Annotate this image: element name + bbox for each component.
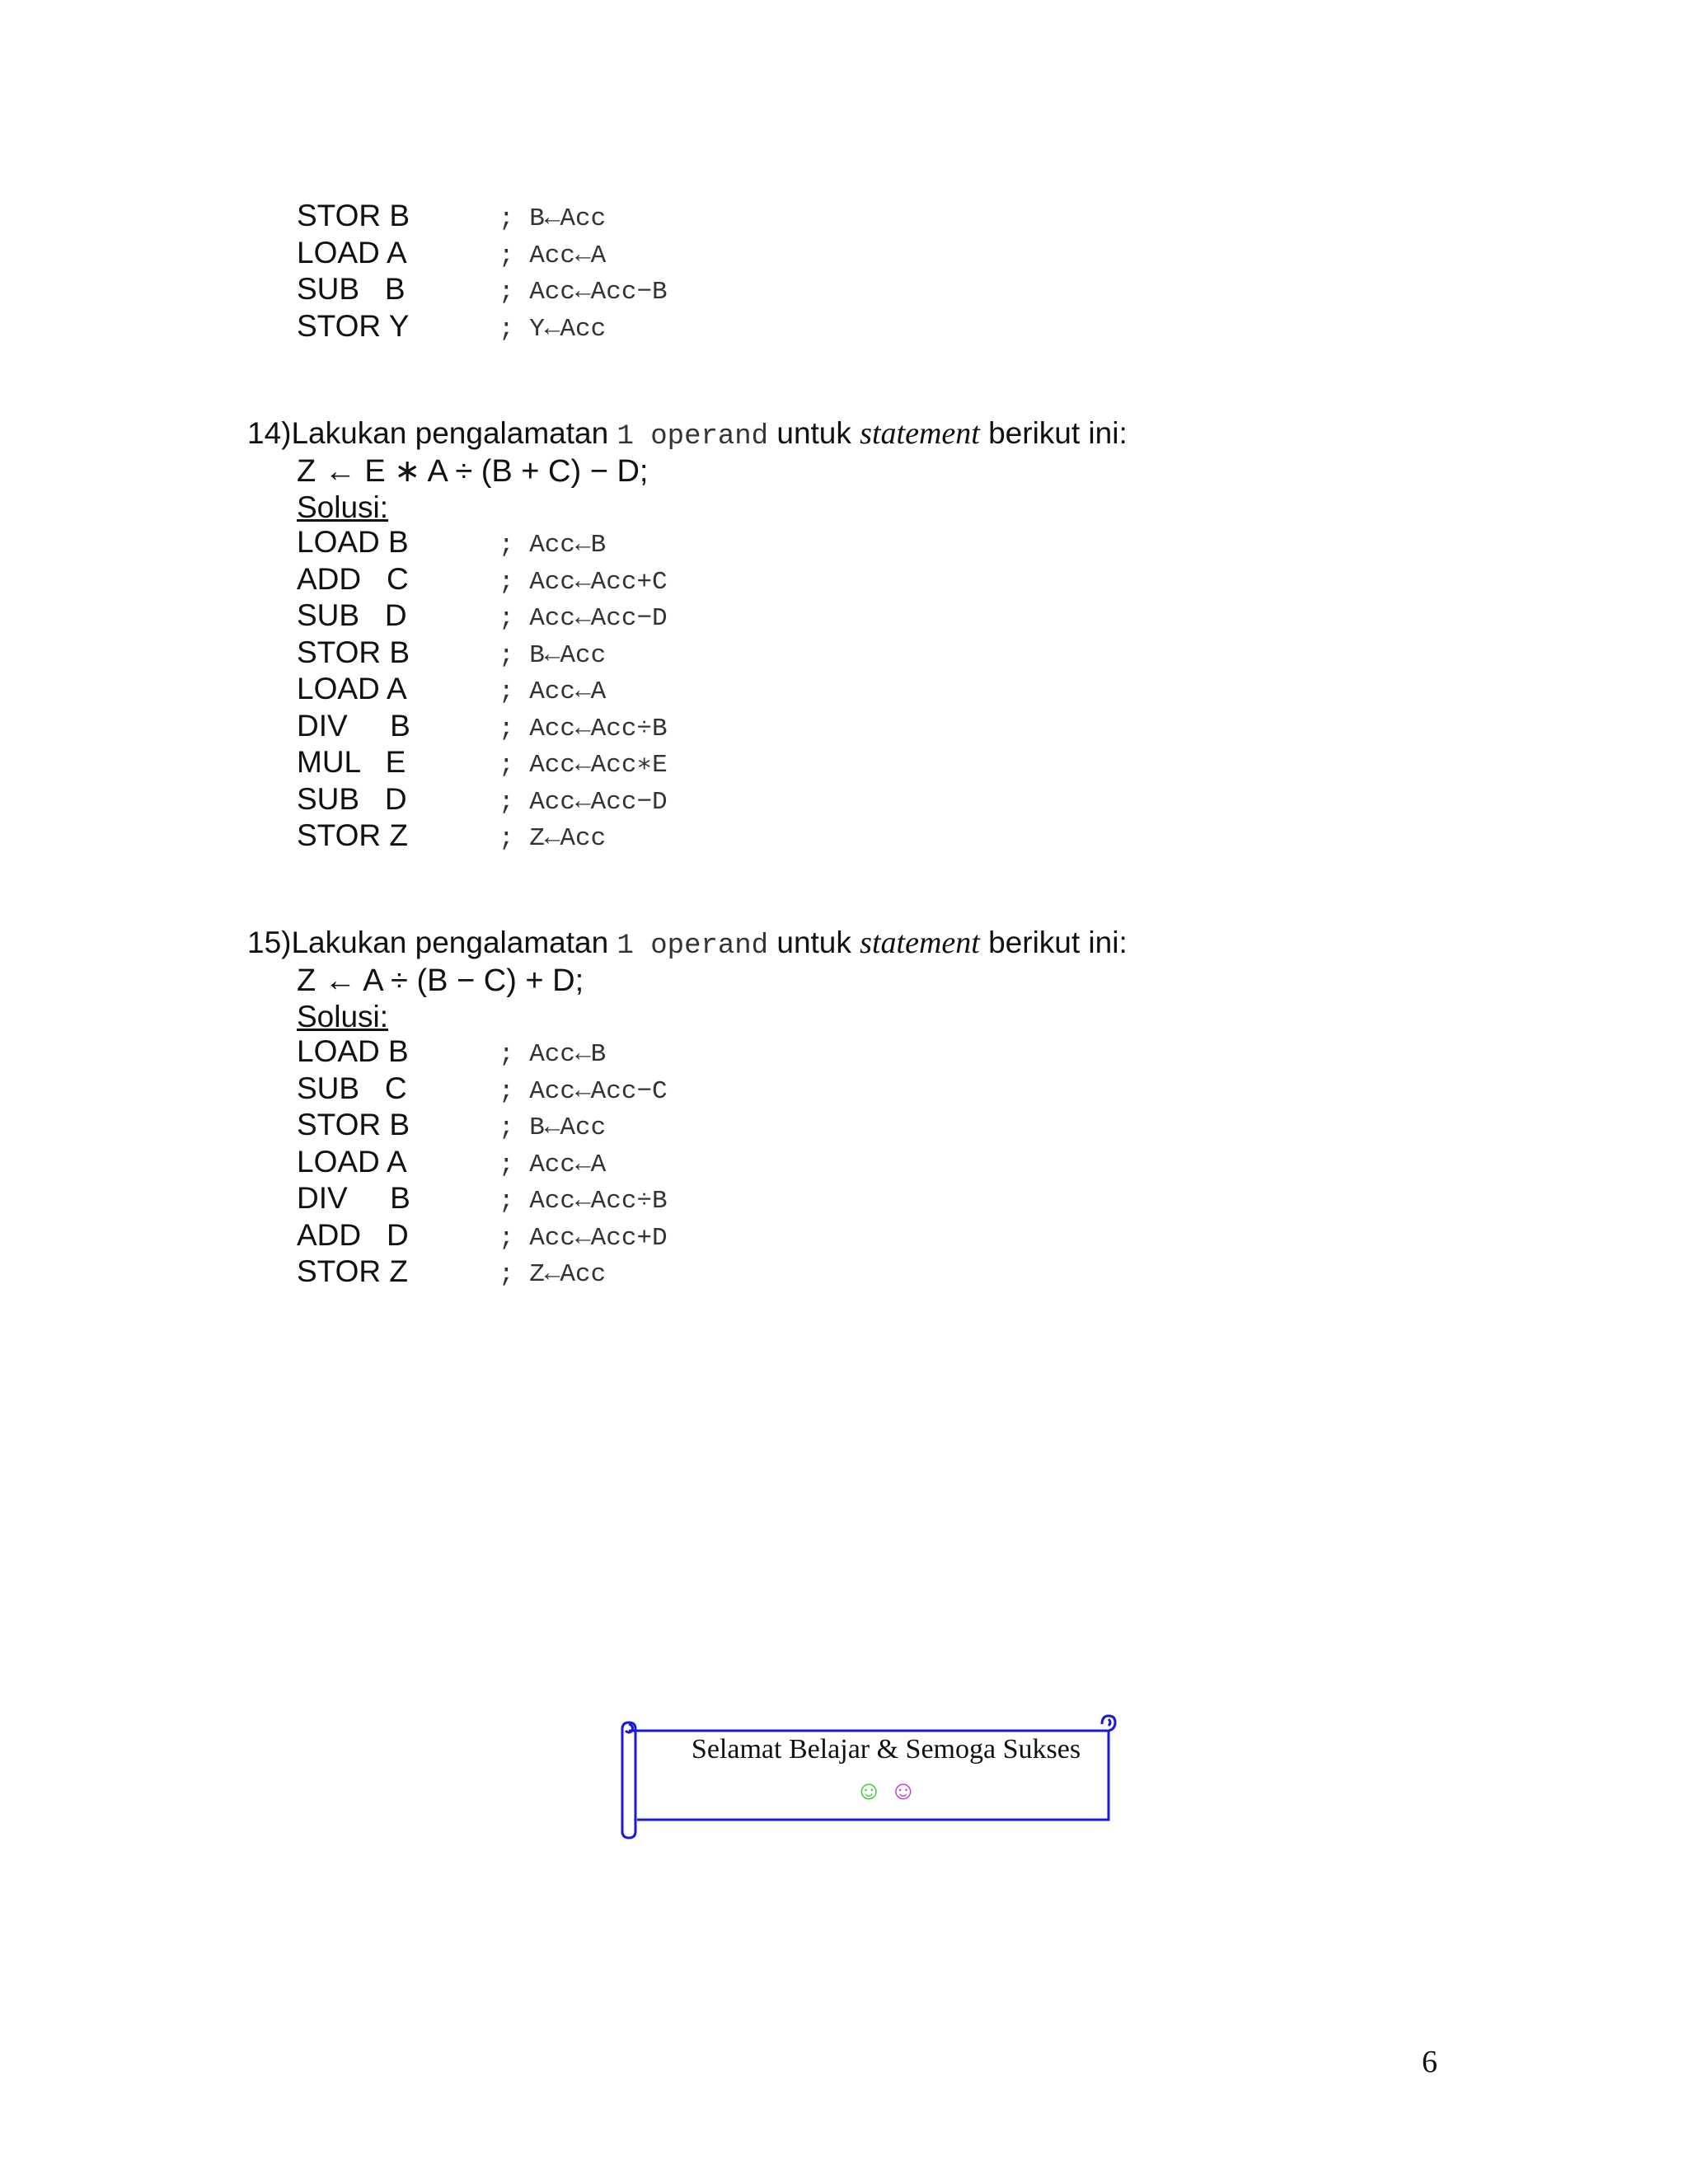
code-comment: ; Acc←A: [499, 1150, 607, 1179]
code-comment: ; Acc←Acc−D: [499, 787, 668, 817]
code-comment: ; Z←Acc: [499, 1260, 607, 1289]
instruction: SUB B: [297, 272, 406, 306]
code-comment: ; Acc←Acc+C: [499, 567, 668, 597]
code-comment: ; B←Acc: [499, 640, 607, 670]
instruction: STOR Z: [297, 818, 408, 852]
code-comment: ; Acc←Acc−C: [499, 1076, 668, 1106]
code-comment: ; Z←Acc: [499, 824, 607, 853]
instruction: STOR Z: [297, 1254, 408, 1288]
instruction: ADD D: [297, 1217, 409, 1252]
solusi-label-15: Solusi:: [297, 1000, 389, 1033]
code-comment: ; Acc←B: [499, 1040, 607, 1069]
instruction: DIV B: [297, 1181, 410, 1215]
question-15: [247, 925, 1128, 964]
question-italic-term: statement: [860, 416, 980, 451]
instruction: ADD C: [297, 561, 409, 596]
instruction: LOAD B: [297, 525, 409, 559]
question-text-mid: untuk: [768, 926, 860, 959]
question-14: [247, 415, 1128, 455]
smiley-green-icon: ☺: [855, 1775, 883, 1805]
expression-14: Z ← E ∗ A ÷ (B + C) − D;: [297, 454, 649, 489]
banner-smileys: [680, 1775, 1092, 1806]
instruction: LOAD A: [297, 235, 407, 269]
instruction: STOR B: [297, 1108, 410, 1141]
instruction: LOAD B: [297, 1034, 409, 1068]
code-comment: ; Acc←A: [499, 677, 607, 706]
smiley-magenta-icon: ☺: [889, 1775, 917, 1805]
question-mono-term: 1 operand: [617, 421, 769, 452]
instruction: STOR Y: [297, 308, 410, 343]
instruction: STOR B: [297, 635, 410, 669]
code-comment: ; Acc←Acc÷B: [499, 714, 668, 743]
solusi-label-14: Solusi:: [297, 490, 389, 524]
code-comment: ; Acc←Acc∗E: [499, 751, 668, 780]
question-text-before: Lakukan pengalamatan: [291, 416, 617, 450]
question-text-after: berikut ini:: [979, 416, 1128, 450]
instruction: STOR B: [297, 199, 410, 232]
code-comment: ; Acc←Acc÷B: [499, 1187, 668, 1216]
instruction: SUB D: [297, 781, 407, 816]
question-number: 14): [247, 416, 292, 450]
code-comment: ; Acc←Acc−D: [499, 604, 668, 633]
instruction: SUB D: [297, 598, 407, 632]
code-comment: ; B←Acc: [499, 204, 607, 233]
code-comment: ; Acc←A: [499, 241, 607, 270]
code-comment: ; Acc←Acc+D: [499, 1223, 668, 1253]
question-text-after: berikut ini:: [979, 926, 1128, 959]
instruction: DIV B: [297, 708, 410, 743]
banner-text: Selamat Belajar & Semoga Sukses: [691, 1734, 1081, 1765]
instruction: SUB C: [297, 1071, 407, 1105]
question-text-before: Lakukan pengalamatan: [291, 926, 617, 959]
code-comment: ; B←Acc: [499, 1113, 607, 1142]
instruction: LOAD A: [297, 1144, 407, 1179]
question-mono-term: 1 operand: [617, 930, 769, 962]
code-comment: ; Y←Acc: [499, 314, 607, 344]
expression-15: Z ← A ÷ (B − C) + D;: [297, 963, 584, 998]
closing-banner-scroll: [614, 1706, 1125, 1846]
code-comment: ; Acc←Acc−B: [499, 278, 668, 307]
instruction: LOAD A: [297, 672, 407, 705]
page-number: 6: [1422, 2045, 1437, 2079]
question-number: 15): [247, 926, 292, 959]
question-text-mid: untuk: [768, 416, 860, 450]
code-comment: ; Acc←B: [499, 531, 607, 560]
instruction: MUL E: [297, 745, 406, 779]
question-italic-term: statement: [860, 926, 980, 960]
